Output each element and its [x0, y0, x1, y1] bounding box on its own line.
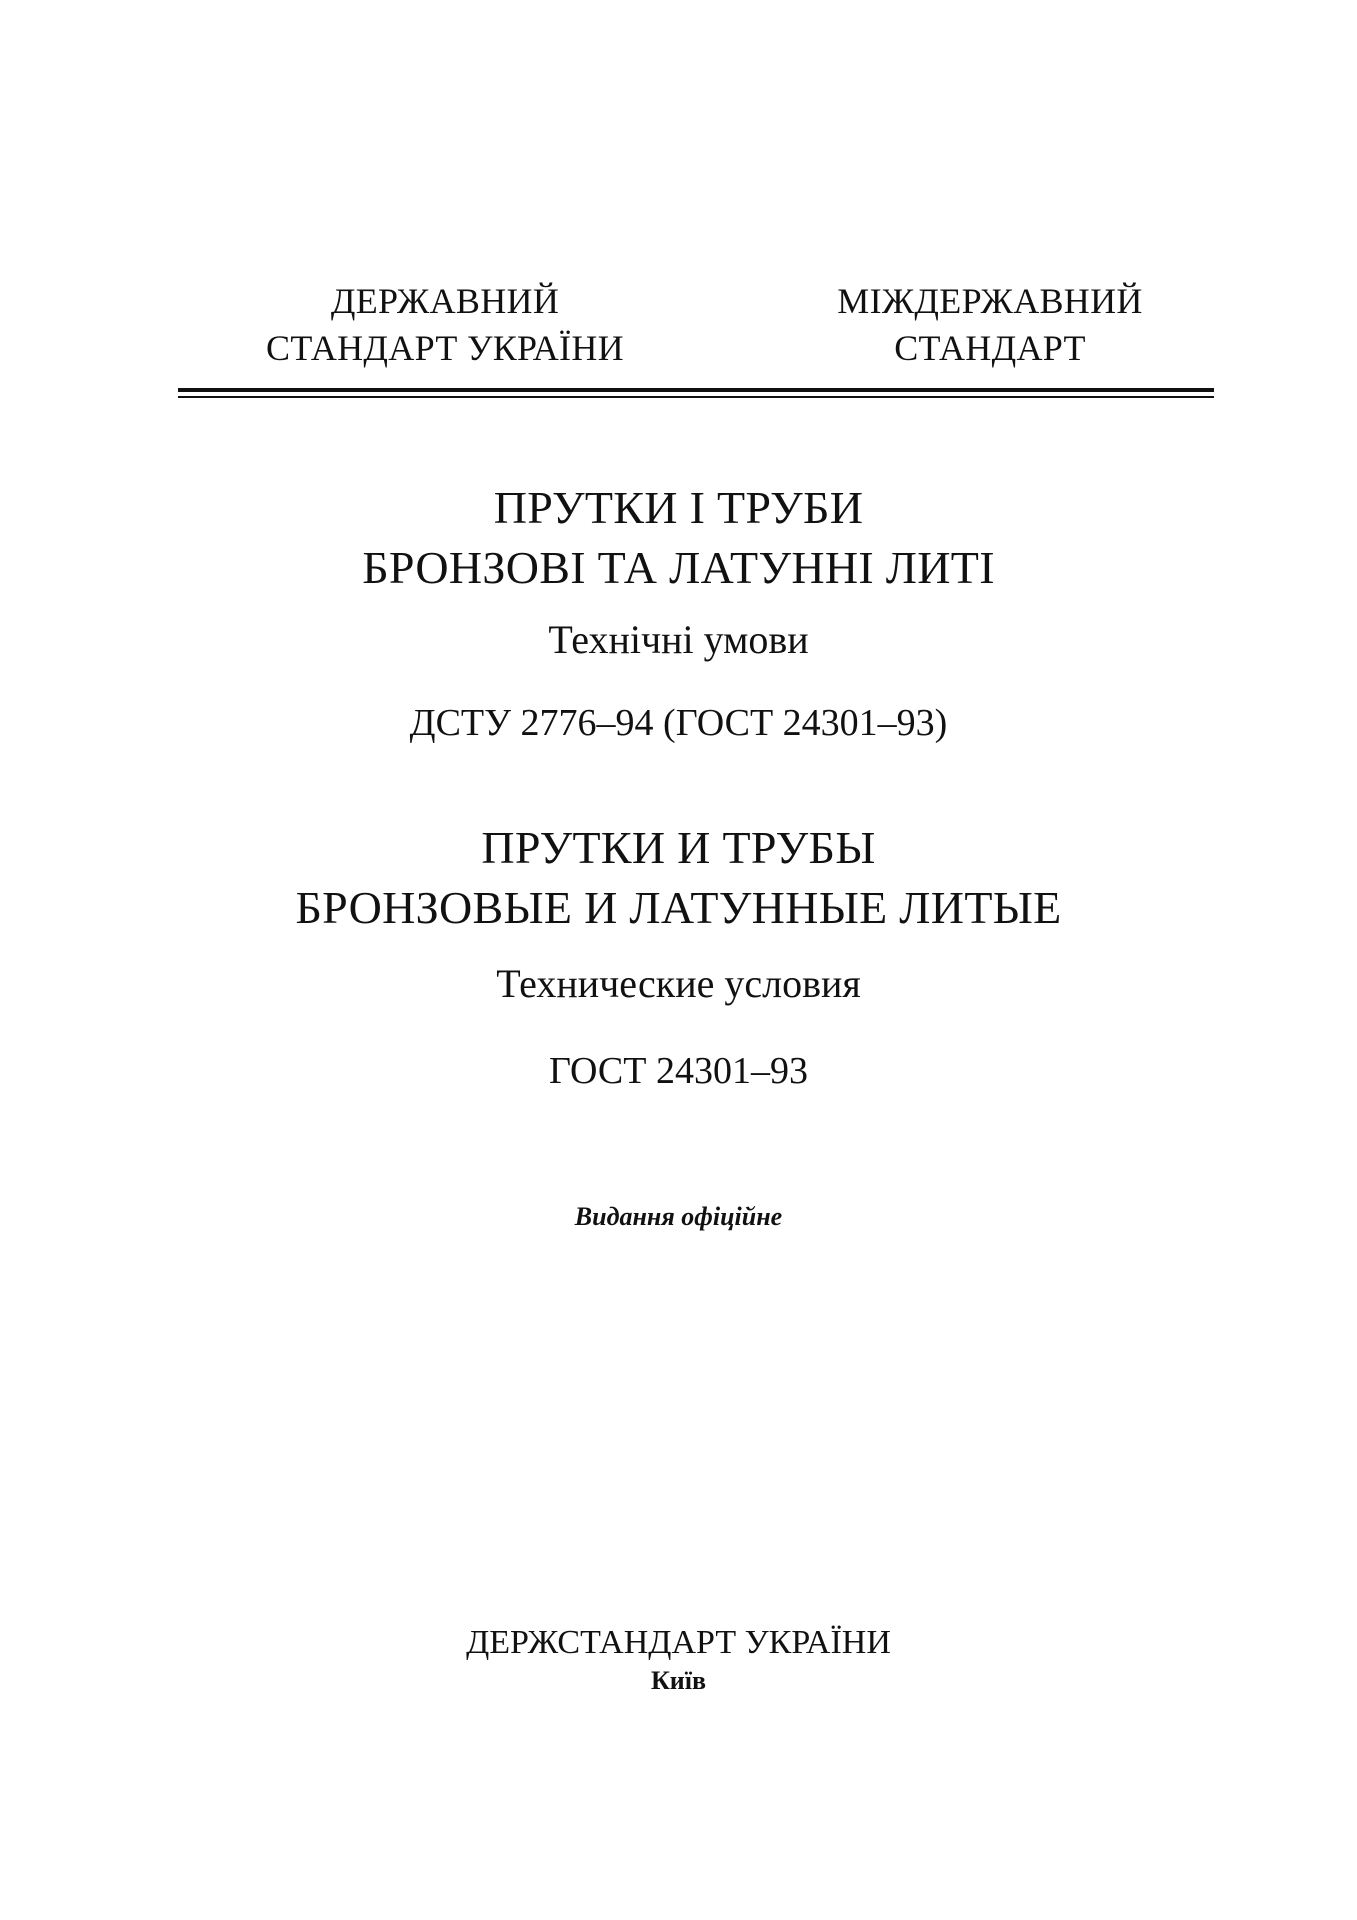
publication-city: [0, 1664, 1357, 1698]
divider-thin-line: [178, 396, 1214, 398]
russian-title-line-1: ПРУТКИ И ТРУБЫ: [481, 822, 876, 873]
state-standard-ukraine-label: [230, 278, 660, 372]
russian-standard-code-text: ГОСТ 24301–93: [549, 1050, 808, 1092]
header-left-line-2: СТАНДАРТ УКРАЇНИ: [266, 328, 624, 368]
document-header: [0, 278, 1357, 378]
header-right-line-2: СТАНДАРТ: [894, 328, 1086, 368]
header-right-line-1: МІЖДЕРЖАВНИЙ: [837, 281, 1143, 321]
official-edition-text: Видання офіційне: [574, 1202, 783, 1231]
ukrainian-title: [0, 478, 1357, 598]
interstate-standard-label: [770, 278, 1210, 372]
ukrainian-title-line-1: ПРУТКИ І ТРУБИ: [493, 482, 864, 533]
official-edition-note: [0, 1200, 1357, 1234]
russian-subtitle-text: Технические условия: [496, 961, 861, 1006]
publisher-name: [0, 1622, 1357, 1664]
russian-standard-code: [0, 1048, 1357, 1094]
russian-subtitle: [0, 960, 1357, 1008]
publication-city-text: Київ: [650, 1666, 707, 1695]
publisher-name-text: ДЕРЖСТАНДАРТ УКРАЇНИ: [466, 1624, 891, 1661]
ukrainian-title-line-2: БРОНЗОВІ ТА ЛАТУННІ ЛИТІ: [362, 542, 995, 593]
ukrainian-subtitle: [0, 616, 1357, 664]
ukrainian-standard-code-text: ДСТУ 2776–94 (ГОСТ 24301–93): [409, 702, 948, 744]
ukrainian-subtitle-text: Технічні умови: [548, 617, 809, 662]
header-divider: [178, 388, 1214, 398]
header-left-line-1: ДЕРЖАВНИЙ: [330, 281, 560, 321]
russian-title-line-2: БРОНЗОВЫЕ И ЛАТУННЫЕ ЛИТЫЕ: [295, 882, 1062, 933]
russian-title: [0, 818, 1357, 938]
divider-thick-line: [178, 388, 1214, 392]
ukrainian-standard-code: [0, 700, 1357, 746]
